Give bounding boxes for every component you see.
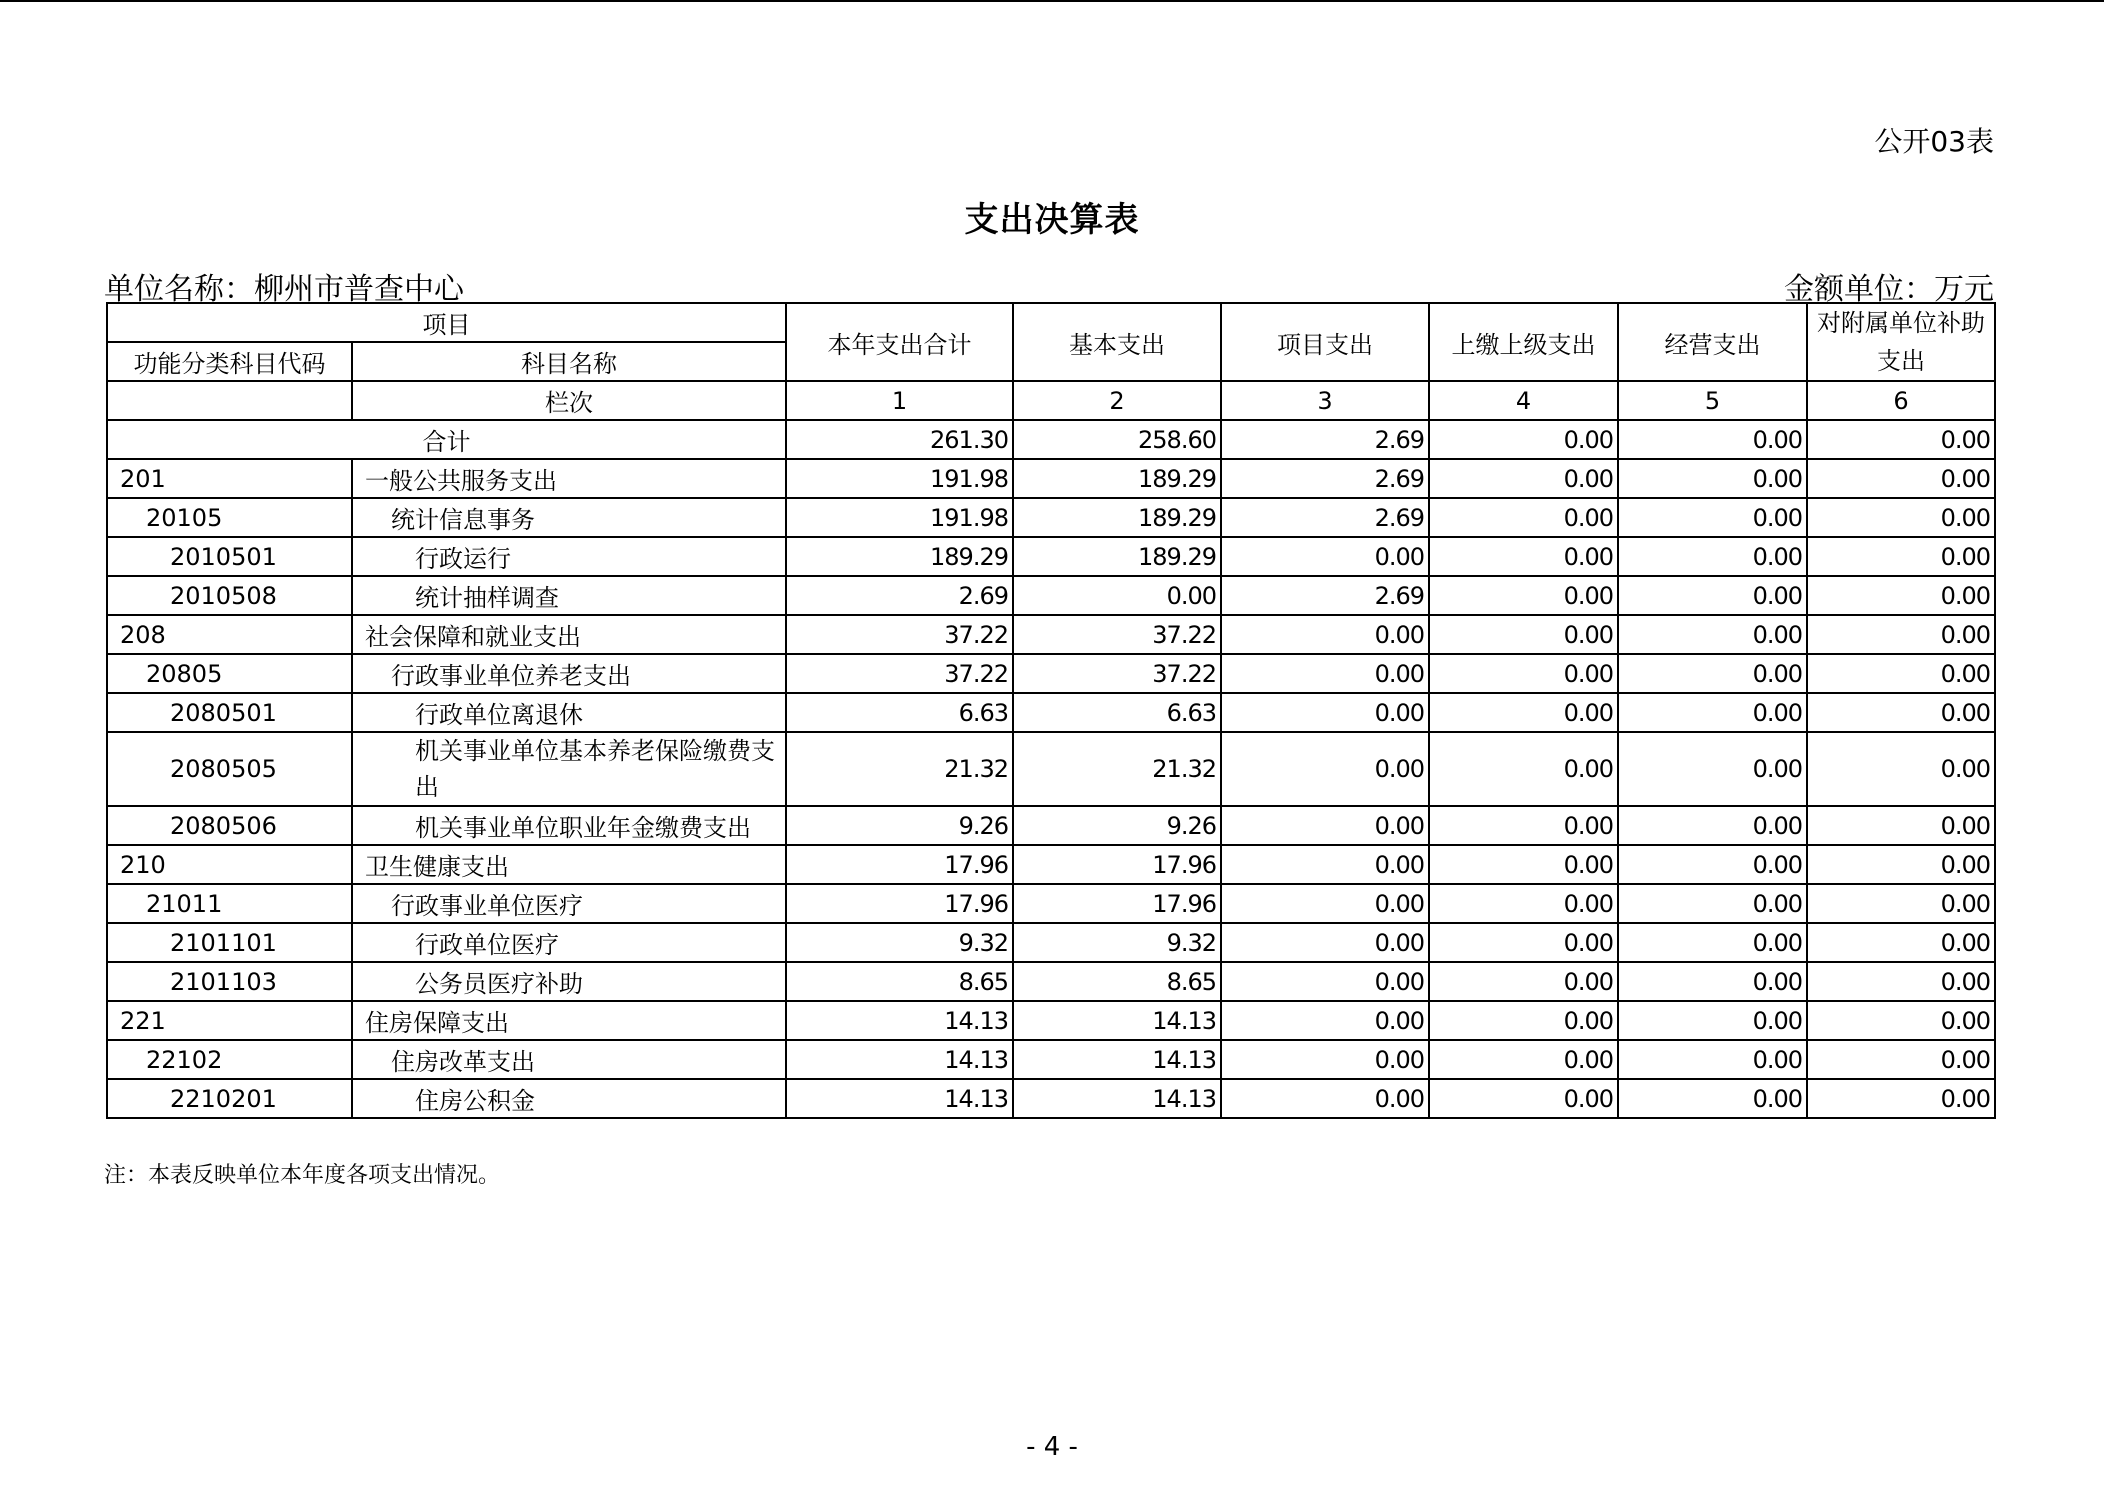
row-subject-name: 行政事业单位养老支出 [352,654,786,693]
header-index-2: 2 [1013,381,1221,420]
row-code: 208 [107,615,352,654]
row-value: 0.00 [1221,845,1429,884]
table-row [107,1079,1995,1118]
row-value: 0.00 [1807,537,1995,576]
row-value: 0.00 [1221,1040,1429,1079]
header-subject: 科目名称 [352,342,786,381]
header-col-4: 上缴上级支出 [1429,303,1618,381]
amount-unit: 金额单位：万元 [1784,272,1994,307]
row-value: 0.00 [1429,884,1618,923]
row-value: 9.32 [786,923,1013,962]
row-value: 9.26 [786,806,1013,845]
row-value: 0.00 [1221,693,1429,732]
row-code: 221 [107,1001,352,1040]
row-value: 0.00 [1618,615,1807,654]
row-value: 0.00 [1429,654,1618,693]
row-value: 0.00 [1807,1040,1995,1079]
table-row [107,923,1995,962]
row-value: 0.00 [1429,1079,1618,1118]
total-value: 258.60 [1013,420,1221,459]
row-value: 9.32 [1013,923,1221,962]
row-code: 22102 [107,1040,352,1079]
total-value: 2.69 [1221,420,1429,459]
row-subject-name: 行政单位医疗 [352,923,786,962]
table-row [107,1001,1995,1040]
total-value: 0.00 [1429,420,1618,459]
row-subject-name: 行政运行 [352,537,786,576]
row-value: 0.00 [1221,884,1429,923]
header-index-label: 栏次 [352,381,786,420]
row-code: 21011 [107,884,352,923]
row-code: 201 [107,459,352,498]
row-code: 2101103 [107,962,352,1001]
table-row [107,845,1995,884]
row-value: 2.69 [786,576,1013,615]
row-value: 0.00 [1429,615,1618,654]
table-row [107,498,1995,537]
row-value: 0.00 [1618,732,1807,806]
header-index-5: 5 [1618,381,1807,420]
row-code: 2101101 [107,923,352,962]
row-value: 0.00 [1807,845,1995,884]
row-subject-name: 行政事业单位医疗 [352,884,786,923]
header-index-4: 4 [1429,381,1618,420]
header-index-3: 3 [1221,381,1429,420]
row-value: 0.00 [1618,1079,1807,1118]
row-code: 20805 [107,654,352,693]
row-value: 0.00 [1013,576,1221,615]
row-value: 0.00 [1807,498,1995,537]
expenditure-table [106,302,1996,1119]
table-row [107,1040,1995,1079]
row-value: 0.00 [1221,962,1429,1001]
top-border-line [0,0,2104,2]
row-value: 14.13 [786,1079,1013,1118]
row-value: 0.00 [1429,1040,1618,1079]
row-value: 0.00 [1429,1001,1618,1040]
unit-name: 单位名称：柳州市普查中心 [104,272,464,307]
header-col-6: 对附属单位补助支出 [1807,303,1995,381]
row-value: 0.00 [1429,693,1618,732]
row-value: 37.22 [786,654,1013,693]
row-value: 21.32 [786,732,1013,806]
row-value: 0.00 [1807,1001,1995,1040]
header-index-6: 6 [1807,381,1995,420]
row-value: 0.00 [1618,1040,1807,1079]
table-row [107,732,1995,806]
row-value: 37.22 [786,615,1013,654]
row-value: 17.96 [786,884,1013,923]
row-code: 2010508 [107,576,352,615]
row-subject-name: 统计信息事务 [352,498,786,537]
row-value: 0.00 [1618,884,1807,923]
row-value: 9.26 [1013,806,1221,845]
header-row-1 [107,303,1995,342]
row-value: 0.00 [1618,576,1807,615]
row-subject-name: 住房公积金 [352,1079,786,1118]
row-value: 0.00 [1429,806,1618,845]
row-value: 0.00 [1807,459,1995,498]
row-value: 0.00 [1618,845,1807,884]
row-value: 8.65 [786,962,1013,1001]
row-value: 189.29 [1013,498,1221,537]
row-subject-name: 住房保障支出 [352,1001,786,1040]
row-subject-name: 卫生健康支出 [352,845,786,884]
row-subject-name: 一般公共服务支出 [352,459,786,498]
header-col-5: 经营支出 [1618,303,1807,381]
row-value: 14.13 [1013,1040,1221,1079]
total-value: 261.30 [786,420,1013,459]
row-value: 2.69 [1221,576,1429,615]
form-number: 公开03表 [1874,125,1994,158]
total-label: 合计 [107,420,786,459]
row-value: 0.00 [1807,654,1995,693]
row-value: 189.29 [1013,459,1221,498]
row-value: 8.65 [1013,962,1221,1001]
row-subject-name: 社会保障和就业支出 [352,615,786,654]
row-value: 14.13 [1013,1079,1221,1118]
row-value: 191.98 [786,459,1013,498]
row-value: 0.00 [1618,459,1807,498]
table-row [107,615,1995,654]
table-row [107,693,1995,732]
row-value: 0.00 [1221,1079,1429,1118]
row-value: 0.00 [1221,537,1429,576]
row-value: 0.00 [1618,537,1807,576]
row-value: 0.00 [1807,615,1995,654]
row-value: 189.29 [1013,537,1221,576]
header-index-1: 1 [786,381,1013,420]
row-value: 0.00 [1429,732,1618,806]
row-value: 0.00 [1221,732,1429,806]
row-value: 17.96 [1013,845,1221,884]
table-row [107,654,1995,693]
header-col-3: 项目支出 [1221,303,1429,381]
row-value: 6.63 [1013,693,1221,732]
table-row [107,884,1995,923]
row-value: 0.00 [1618,806,1807,845]
row-code: 2080506 [107,806,352,845]
row-subject-name: 机关事业单位职业年金缴费支出 [352,806,786,845]
table-row [107,806,1995,845]
row-value: 189.29 [786,537,1013,576]
row-value: 0.00 [1618,1001,1807,1040]
row-value: 14.13 [1013,1001,1221,1040]
row-value: 0.00 [1429,962,1618,1001]
row-subject-name: 机关事业单位基本养老保险缴费支出 [352,732,786,806]
row-value: 0.00 [1429,537,1618,576]
table-row [107,537,1995,576]
row-subject-name: 公务员医疗补助 [352,962,786,1001]
total-row [107,420,1995,459]
total-value: 0.00 [1618,420,1807,459]
row-code: 20105 [107,498,352,537]
row-value: 0.00 [1807,732,1995,806]
row-value: 37.22 [1013,654,1221,693]
row-value: 2.69 [1221,498,1429,537]
row-subject-name: 住房改革支出 [352,1040,786,1079]
header-item: 项目 [107,303,786,342]
row-value: 0.00 [1618,923,1807,962]
table-note: 注：本表反映单位本年度各项支出情况。 [104,1163,501,1188]
header-code: 功能分类科目代码 [107,342,352,381]
table-row [107,576,1995,615]
row-value: 0.00 [1807,693,1995,732]
header-index-blank [107,381,352,420]
row-code: 210 [107,845,352,884]
row-value: 14.13 [786,1040,1013,1079]
row-value: 0.00 [1221,1001,1429,1040]
row-value: 0.00 [1429,498,1618,537]
row-value: 17.96 [786,845,1013,884]
row-value: 0.00 [1221,806,1429,845]
row-code: 2210201 [107,1079,352,1118]
row-value: 0.00 [1807,884,1995,923]
row-value: 0.00 [1221,923,1429,962]
row-value: 0.00 [1618,498,1807,537]
row-subject-name: 行政单位离退休 [352,693,786,732]
total-value: 0.00 [1807,420,1995,459]
header-col-2: 基本支出 [1013,303,1221,381]
table-row [107,459,1995,498]
row-value: 14.13 [786,1001,1013,1040]
row-value: 0.00 [1618,693,1807,732]
row-value: 6.63 [786,693,1013,732]
page-title: 支出决算表 [964,200,1140,240]
row-value: 0.00 [1807,923,1995,962]
header-col-1: 本年支出合计 [786,303,1013,381]
row-value: 2.69 [1221,459,1429,498]
row-value: 0.00 [1807,962,1995,1001]
table-row [107,962,1995,1001]
row-value: 17.96 [1013,884,1221,923]
row-subject-name: 统计抽样调查 [352,576,786,615]
row-value: 0.00 [1807,1079,1995,1118]
row-code: 2080501 [107,693,352,732]
row-value: 0.00 [1807,806,1995,845]
row-value: 0.00 [1429,923,1618,962]
row-code: 2010501 [107,537,352,576]
row-value: 191.98 [786,498,1013,537]
row-value: 0.00 [1807,576,1995,615]
header-row-index [107,381,1995,420]
row-value: 0.00 [1618,962,1807,1001]
row-value: 37.22 [1013,615,1221,654]
row-value: 21.32 [1013,732,1221,806]
row-value: 0.00 [1618,654,1807,693]
page-number: - 4 - [1026,1432,1078,1462]
row-value: 0.00 [1429,576,1618,615]
row-code: 2080505 [107,732,352,806]
row-value: 0.00 [1221,654,1429,693]
row-value: 0.00 [1221,615,1429,654]
row-value: 0.00 [1429,459,1618,498]
row-value: 0.00 [1429,845,1618,884]
